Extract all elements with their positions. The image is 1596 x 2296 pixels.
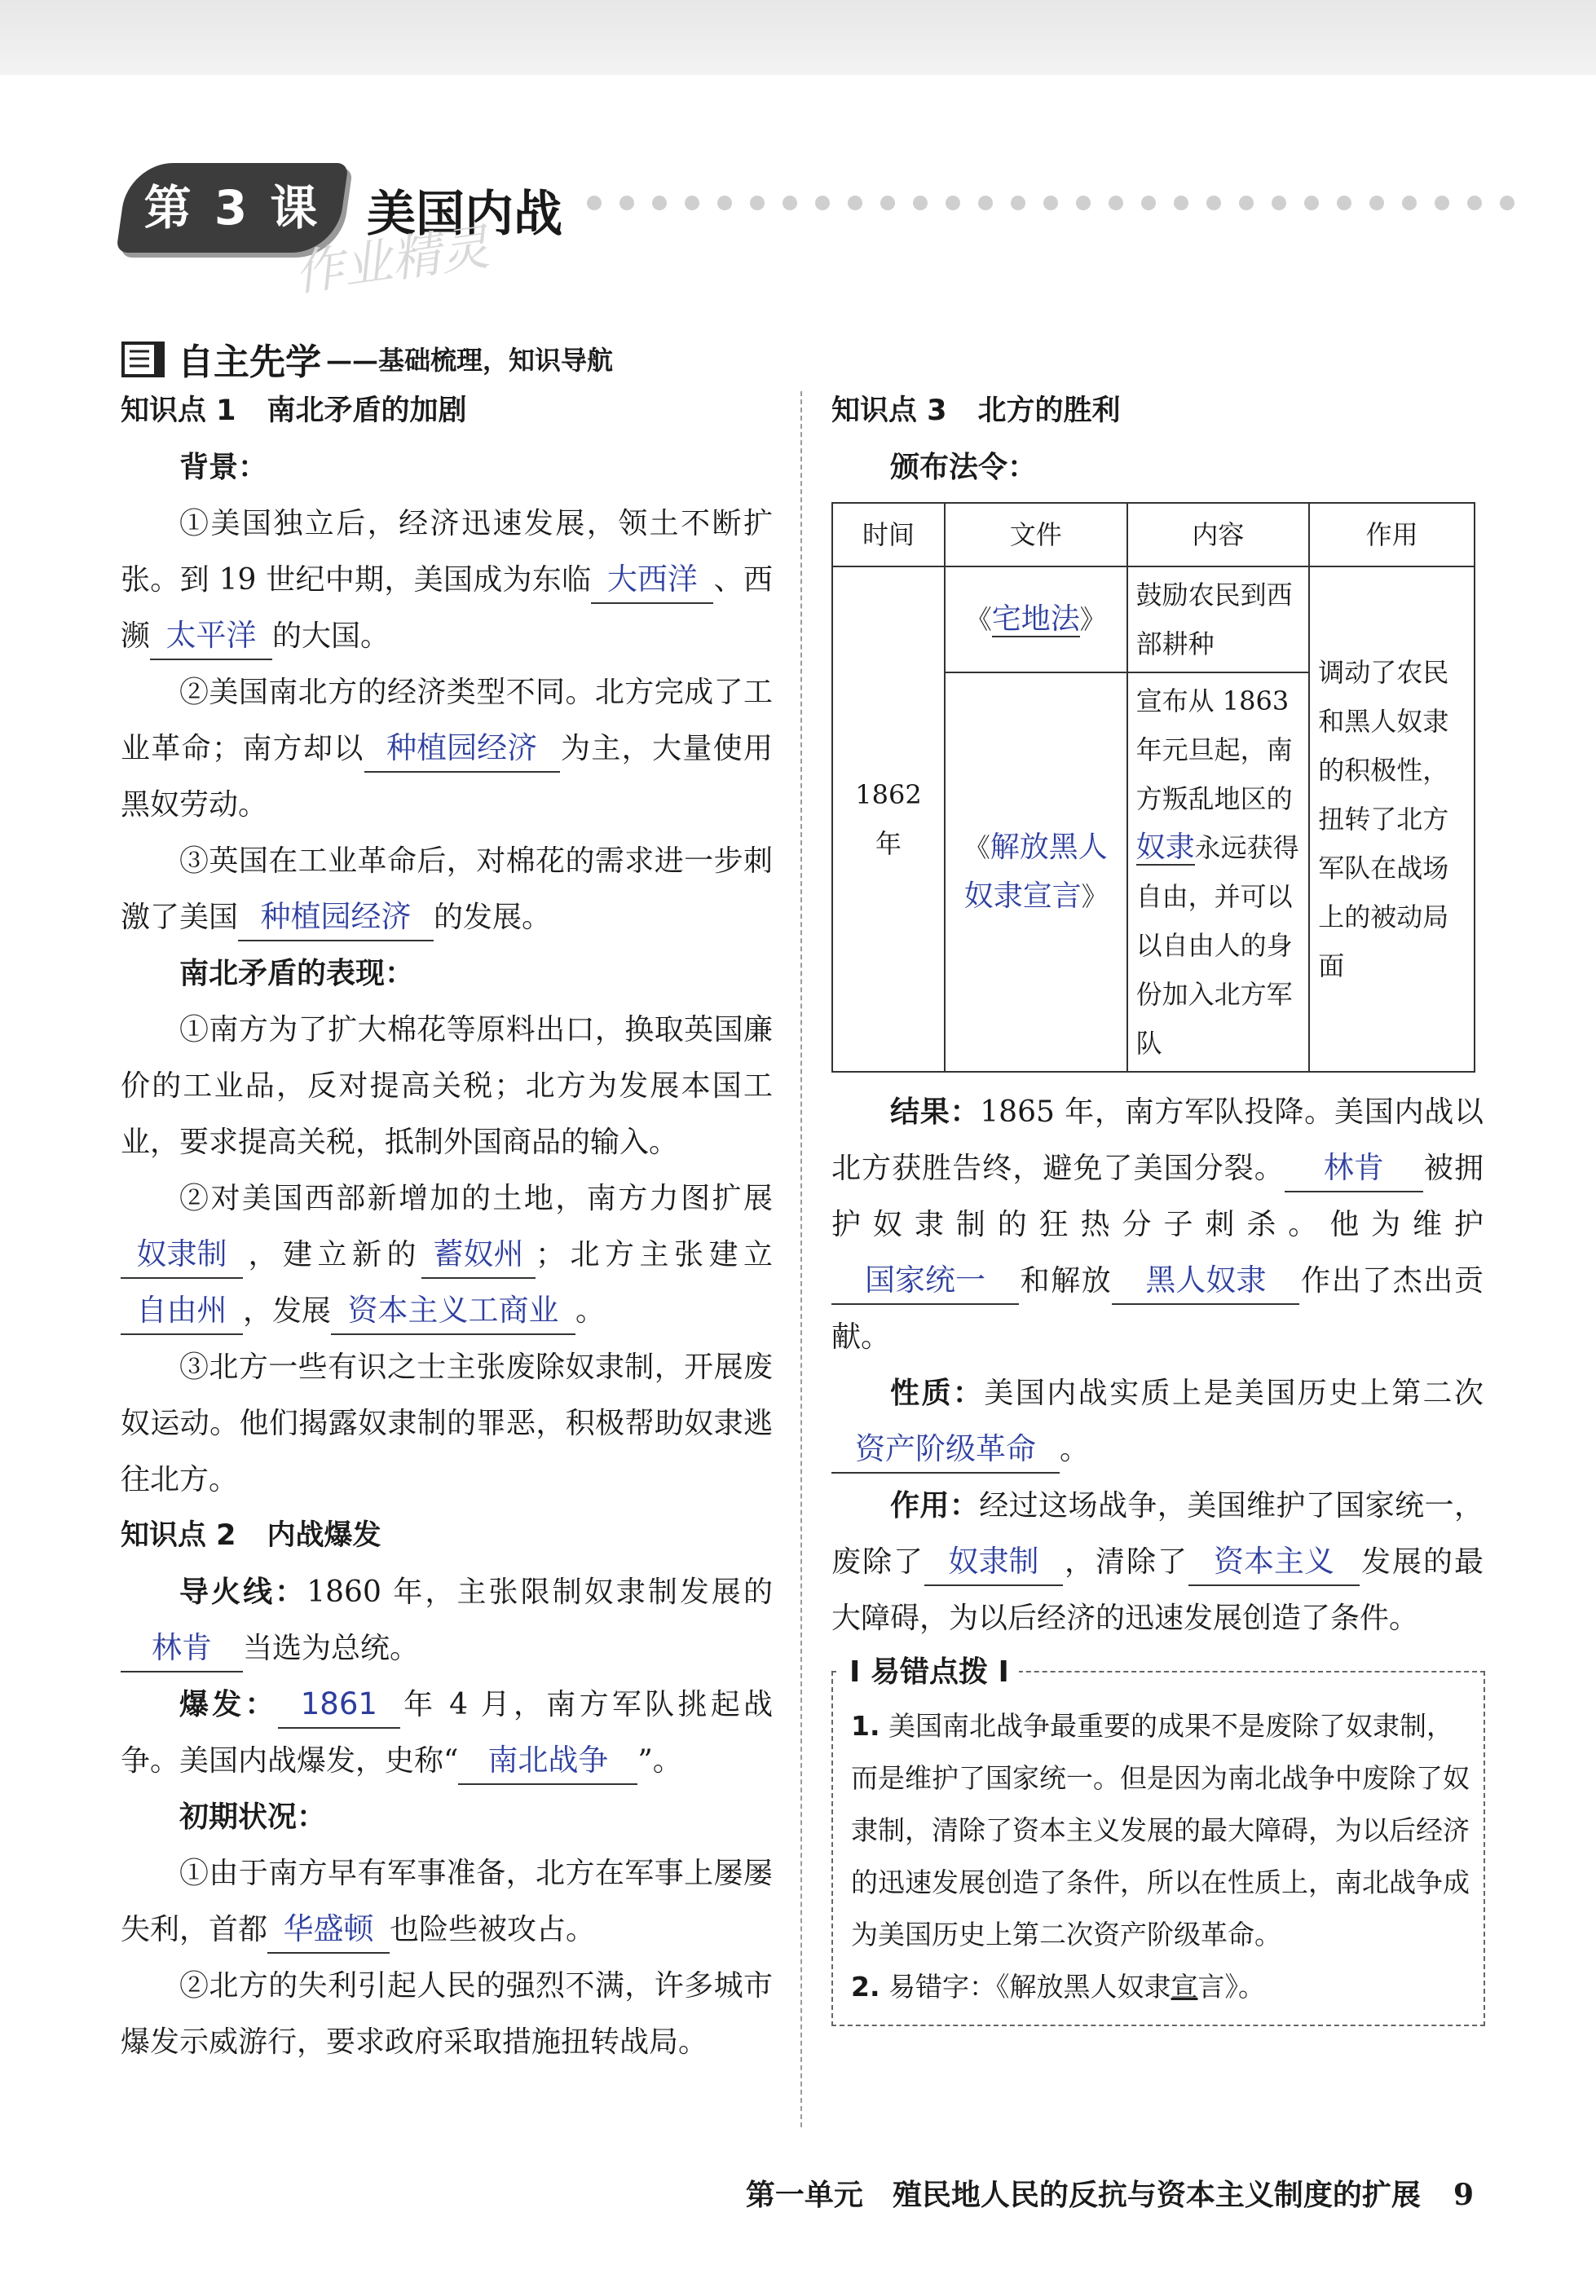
early-status-paragraph-1: ①由于南方早有军事准备，北方在军事上屡屡失利，首都 华盛顿 也险些被攻占。 xyxy=(121,1845,773,1958)
left-column xyxy=(121,383,773,2070)
background-label: 背景： xyxy=(179,451,268,484)
decree-table xyxy=(831,502,1475,1073)
answer-blank: 资产阶级革命 xyxy=(831,1426,1060,1474)
manifestation-label: 南北矛盾的表现： xyxy=(179,957,415,990)
early-status-label: 初期状况： xyxy=(179,1800,327,1834)
decorative-dots xyxy=(587,196,1589,212)
watermark: 作业精灵 xyxy=(290,218,493,303)
answer-blank: 种植园经济 xyxy=(238,894,434,941)
answer-blank: 自由州 xyxy=(121,1288,243,1335)
table-header-effect: 作用 xyxy=(1309,503,1475,566)
answer-blank: 黑人奴隶 xyxy=(1112,1258,1299,1305)
knowledge-point-2-heading: 知识点 2 内战爆发 xyxy=(121,1519,381,1552)
table-document-1: 《宅地法》 xyxy=(945,566,1127,672)
answer-blank: 华盛顿 xyxy=(267,1906,390,1954)
outbreak-paragraph: 爆发： 1861 年 4 月，南方军队挑起战争。美国内战爆发，史称“ 南北战争 ”。 xyxy=(121,1677,773,1789)
table-content-2: 宣布从 1863 年元旦起，南方叛乱地区的奴隶永远获得自由，并可以以自由人的身份加入北方军队 xyxy=(1127,672,1310,1072)
background-paragraph-2: ②美国南北方的经济类型不同。北方完成了工业革命；南方却以 种植园经济 为主，大量使用黑奴劳动。 xyxy=(121,676,773,822)
table-header-document: 文件 xyxy=(945,503,1127,566)
common-mistakes-box xyxy=(831,1655,1485,2026)
early-status-paragraph-2: ②北方的失利引起人民的强烈不满，许多城市爆发示威游行，要求政府采取措施扭转战局。 xyxy=(121,1969,773,2059)
table-document-2: 《解放黑人奴隶宣言》 xyxy=(945,672,1127,1072)
answer-blank: 林肯 xyxy=(1285,1145,1423,1192)
answer-blank: 资本主义 xyxy=(1188,1539,1360,1586)
decree-label: 颁布法令： xyxy=(890,451,1038,484)
section-heading xyxy=(121,333,613,385)
lesson-title: 美国内战 xyxy=(367,186,562,243)
table-year: 1862 年 xyxy=(832,566,945,1072)
manifestation-paragraph-3: ③北方一些有识之士主张废除奴隶制，开展废奴运动。他们揭露奴隶制的罪恶，积极帮助奴隶逃往北方。 xyxy=(121,1351,773,1496)
answer-blank: 奴隶制 xyxy=(121,1232,243,1279)
right-column xyxy=(831,383,1484,2026)
manifestation-paragraph-1: ①南方为了扩大棉花等原料出口，换取英国廉价的工业品，反对提高关税；北方为发展本国工业，要求提高关税，抵制外国商品的输入。 xyxy=(121,1013,773,1159)
answer-blank: 林肯 xyxy=(121,1625,243,1672)
answer-blank: 资本主义工商业 xyxy=(331,1288,575,1335)
section-subtitle: ——基础梳理，知识导航 xyxy=(326,345,614,376)
tip-2: 2. 易错字：《解放黑人奴隶宣言》。 xyxy=(851,1971,1265,2003)
answer-blank: 蓄奴州 xyxy=(421,1232,536,1279)
section-title: 自主先学 xyxy=(178,342,321,383)
background-paragraph-1: ①美国独立后，经济迅速发展，领土不断扩张。到 19 世纪中期，美国成为东临 大西洋 、西濒 太平洋 的大国。 xyxy=(121,496,773,664)
answer-blank: 南北战争 xyxy=(458,1738,637,1785)
lesson-badge: 第 3 课 xyxy=(116,163,348,253)
table-header-content: 内容 xyxy=(1127,503,1310,566)
answer-blank: 种植园经济 xyxy=(364,725,560,773)
answer-blank: 1861 xyxy=(278,1681,400,1729)
nature-paragraph: 性质：美国内战实质上是美国历史上第二次资产阶级革命 。 xyxy=(831,1365,1484,1478)
effect-paragraph: 作用：经过这场战争，美国维护了国家统一，废除了 奴隶制 ，清除了 资本主义 发展的最大障碍，为以后经济的迅速发展创造了条件。 xyxy=(831,1489,1484,1635)
column-divider xyxy=(800,391,802,2127)
knowledge-point-3-heading: 知识点 3 北方的胜利 xyxy=(831,394,1121,427)
page-footer xyxy=(746,2172,1474,2214)
unit-title: 第一单元 殖民地人民的反抗与资本主义制度的扩展 xyxy=(745,2179,1421,2212)
answer-blank: 大西洋 xyxy=(591,557,713,604)
manifestation-paragraph-2: ②对美国西部新增加的土地，南方力图扩展奴隶制 ，建立新的 蓄奴州 ；北方主张建立自由州 ，发展 资本主义工商业 。 xyxy=(121,1170,773,1339)
answer-blank: 国家统一 xyxy=(831,1258,1019,1305)
knowledge-point-1-heading: 知识点 1 南北矛盾的加剧 xyxy=(121,394,467,427)
table-content-1: 鼓励农民到西部耕种 xyxy=(1127,566,1310,672)
result-paragraph: 结果：1865 年，南方军队投降。美国内战以北方获胜告终，避免了美国分裂。 林肯 被拥护奴隶制的狂热分子刺杀。他为维护国家统一 和解放 黑人奴隶 作出了杰出贡献。 xyxy=(831,1095,1484,1354)
answer-blank: 奴隶制 xyxy=(924,1539,1063,1586)
notebook-icon xyxy=(121,338,168,379)
common-mistakes-title: Ⅰ 易错点拨 Ⅰ xyxy=(840,1646,1019,1699)
answer-blank: 太平洋 xyxy=(150,613,272,660)
tip-1: 1. 美国南北战争最重要的成果不是废除了奴隶制，而是维护了国家统一。但是因为南北战争中废除了奴隶制，清除了资本主义发展的最大障碍，为以后经济的迅速发展创造了条件，所以在性质上，南北战争成为美国历史上第二次资产阶级革命。 xyxy=(851,1710,1470,1950)
page-number: 9 xyxy=(1453,2178,1474,2212)
table-effect: 调动了农民和黑人奴隶的积极性，扭转了北方军队在战场上的被动局面 xyxy=(1309,566,1475,1072)
table-header-time: 时间 xyxy=(832,503,945,566)
background-paragraph-3: ③英国在工业革命后，对棉花的需求进一步刺激了美国 种植园经济 的发展。 xyxy=(121,833,773,945)
fuse-paragraph: 导火线：1860 年，主张限制奴隶制发展的林肯 当选为总统。 xyxy=(121,1564,773,1677)
